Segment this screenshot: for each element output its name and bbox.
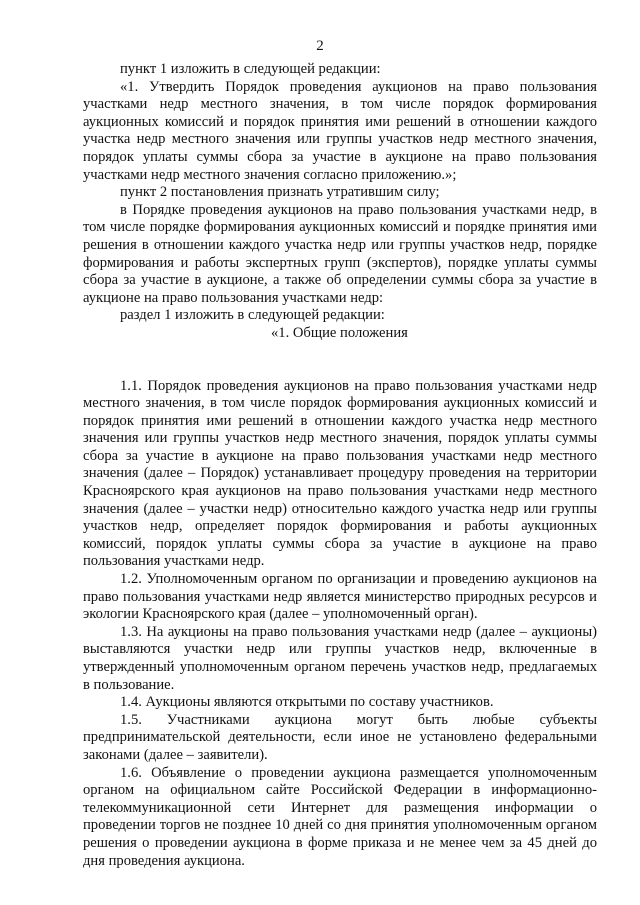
paragraph: 1.1. Порядок проведения аукционов на право пользования участками недр местного значения, в том числе порядок формирования аукционных комиссий и порядок принятия ими решений в отношении каждого участка недр местного значения или группы участков недр местного значения, порядок уплаты суммы сбора за участие в аукционе на право пользования участками недр местного значения (далее – Порядок) устанавливает процедуру проведения на территории Красноярского края аукционов на право пользования участками недр местного значения (далее – участки недр) относительно каждого участка недр или группы участков недр, определяет порядок формирования и работы аукционных комиссий, порядок уплаты суммы сбора за участие в аукционе на право пользования участками недр.	[83, 377, 597, 570]
paragraph: «1. Утвердить Порядок проведения аукционов на право пользования участками недр местного значения, в том числе порядок формирования аукционных комиссий и порядок принятия ими решений в отношении каждого участка недр местного значения или группы участков недр местного значения, порядок уплаты суммы сбора за участие в аукционе на право пользования участками недр местного значения согласно приложению.»;	[83, 78, 597, 183]
paragraph: пункт 1 изложить в следующей редакции:	[120, 61, 381, 77]
section-spacer	[83, 343, 597, 378]
paragraph: 1.5. Участниками аукциона могут быть любые субъекты предпринимательской деятельности, если иное не установлено федеральными законами (далее – заявители).	[83, 711, 597, 763]
paragraph: 1.6. Объявление о проведении аукциона размещается уполномоченным органом на официальном сайте Российской Федерации в информационно-телекоммуникационной сети Интернет для размещения информации о проведении торгов не позднее 10 дней со дня принятия уполномоченным органом решения о проведении аукциона в форме приказа и не менее чем за 45 дней до дня проведения аукциона.	[83, 764, 597, 869]
document-body	[83, 61, 597, 870]
paragraph: 1.2. Уполномоченным органом по организации и проведению аукционов на право пользования участками недр является министерство природных ресурсов и экологии Красноярского края (далее – уполномоченный орган).	[83, 571, 597, 623]
section-heading: «1. Общие положения	[271, 324, 408, 341]
paragraph: 1.3. На аукционы на право пользования участками недр (далее – аукционы) выставляются участки недр или группы участков недр, включенные в утвержденный уполномоченным органом перечень участков недр, предлагаемых в пользование.	[83, 623, 597, 693]
paragraph: в Порядке проведения аукционов на право пользования участками недр, в том числе порядке формирования аукционных комиссий и порядке принятия ими решения в отношении каждого участка недр или группы участков недр, порядке формирования и работы экспертных групп (экспертов), порядке уплаты суммы сбора за участие в аукционе, а также об определении суммы сбора за участие в аукционе на право пользования участками недр:	[83, 201, 597, 306]
paragraph: 1.4. Аукционы являются открытыми по составу участников.	[120, 694, 494, 711]
paragraph: раздел 1 изложить в следующей редакции:	[120, 307, 385, 324]
page-number: 2	[316, 38, 324, 54]
paragraph: пункт 2 постановления признать утратившим силу;	[120, 184, 440, 201]
